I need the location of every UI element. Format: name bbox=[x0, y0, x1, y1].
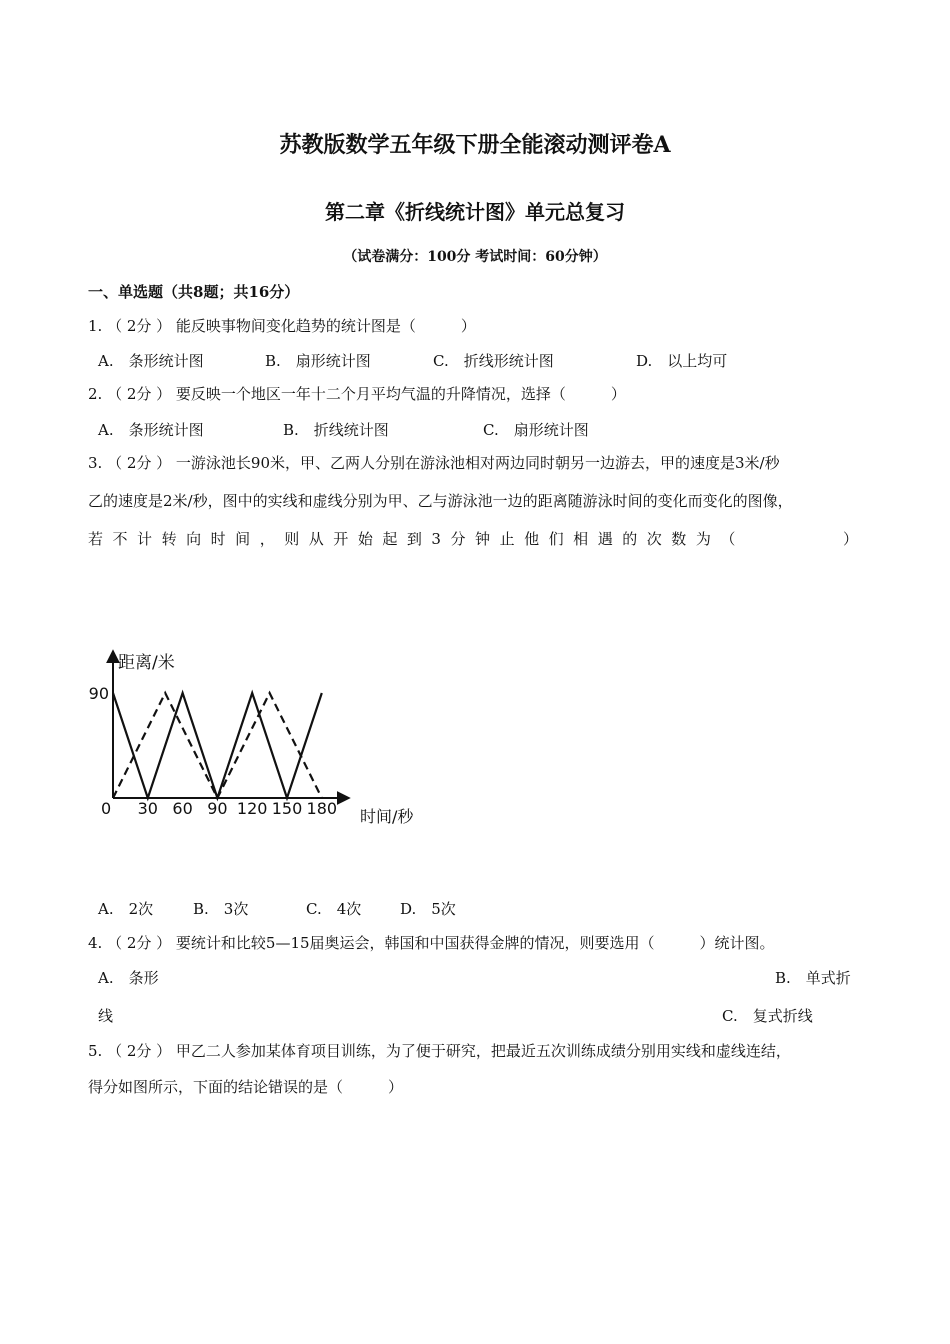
y-axis-label: 距离/米 bbox=[118, 653, 175, 673]
question-5-line-1: 5. （ 2分 ） 甲乙二人参加某体育项目训练，为了便于研究，把最近五次训练成绩分别用实线和虚线连结， bbox=[88, 1042, 791, 1060]
exam-subtitle: 第二章《折线统计图》单元总复习 bbox=[325, 200, 625, 224]
series-line-dashed bbox=[113, 693, 322, 798]
x-tick-label: 120 bbox=[236, 799, 268, 818]
question-3-option-b: B. 3次 bbox=[193, 900, 249, 918]
question-3-line-1: 3. （ 2分 ） 一游泳池长90米，甲、乙两人分别在游泳池相对两边同时朝另一边游去，甲的速度是3米/秒 bbox=[88, 454, 780, 472]
x-axis-label: 时间/秒 bbox=[360, 807, 414, 826]
x-tick-label: 180 bbox=[306, 799, 338, 818]
x-tick-label: 0 bbox=[101, 799, 112, 818]
question-5-line-2: 得分如图所示，下面的结论错误的是（ ） bbox=[88, 1078, 404, 1096]
section-title: 一、单选题（共8题；共16分） bbox=[88, 283, 300, 301]
question-2-option-c: C. 扇形统计图 bbox=[483, 421, 589, 439]
x-tick-label: 60 bbox=[172, 799, 193, 818]
x-tick-label: 30 bbox=[137, 799, 158, 818]
x-tick-label: 150 bbox=[271, 799, 303, 818]
distance-time-chart bbox=[80, 640, 440, 835]
question-3-option-d: D. 5次 bbox=[400, 900, 456, 918]
question-3-option-c: C. 4次 bbox=[306, 900, 362, 918]
series-line-solid bbox=[113, 693, 322, 798]
exam-title: 苏教版数学五年级下册全能滚动测评卷A bbox=[279, 132, 671, 158]
question-1-option-d: D. 以上均可 bbox=[636, 352, 728, 370]
question-3-line-2: 乙的速度是2米/秒，图中的实线和虚线分别为甲、乙与游泳池一边的距离随游泳时间的变化而变化的图像， bbox=[88, 492, 793, 510]
question-3-line-3: 若不计转向时间，则从开始起到3分钟止他们相遇的次数为（ ） bbox=[88, 530, 858, 548]
question-1-option-c: C. 折线形统计图 bbox=[433, 352, 554, 370]
question-1-text: 1. （ 2分 ） 能反映事物间变化趋势的统计图是（ ） bbox=[88, 317, 476, 335]
question-1-option-a: A. 条形统计图 bbox=[98, 352, 204, 370]
x-tick-label: 90 bbox=[207, 799, 228, 818]
exam-info: （试卷满分：100分 考试时间：60分钟） bbox=[343, 249, 607, 265]
question-2-option-b: B. 折线统计图 bbox=[283, 421, 389, 439]
question-4-text: 4. （ 2分 ） 要统计和比较5—15届奥运会，韩国和中国获得金牌的情况，则要选用（ ）统计图。 bbox=[88, 934, 775, 952]
question-1-option-b: B. 扇形统计图 bbox=[265, 352, 371, 370]
question-2-option-a: A. 条形统计图 bbox=[98, 421, 204, 439]
question-4-option-b: B. 单式折 bbox=[775, 969, 851, 987]
question-4-option-a: A. 条形 bbox=[98, 969, 159, 987]
question-2-text: 2. （ 2分 ） 要反映一个地区一年十二个月平均气温的升降情况，选择（ ） bbox=[88, 385, 626, 403]
y-tick-label: 90 bbox=[88, 684, 109, 703]
question-4-option-c: C. 复式折线 bbox=[722, 1007, 813, 1025]
question-3-option-a: A. 2次 bbox=[98, 900, 154, 918]
question-4-option-b-continued: 线 bbox=[98, 1007, 114, 1025]
